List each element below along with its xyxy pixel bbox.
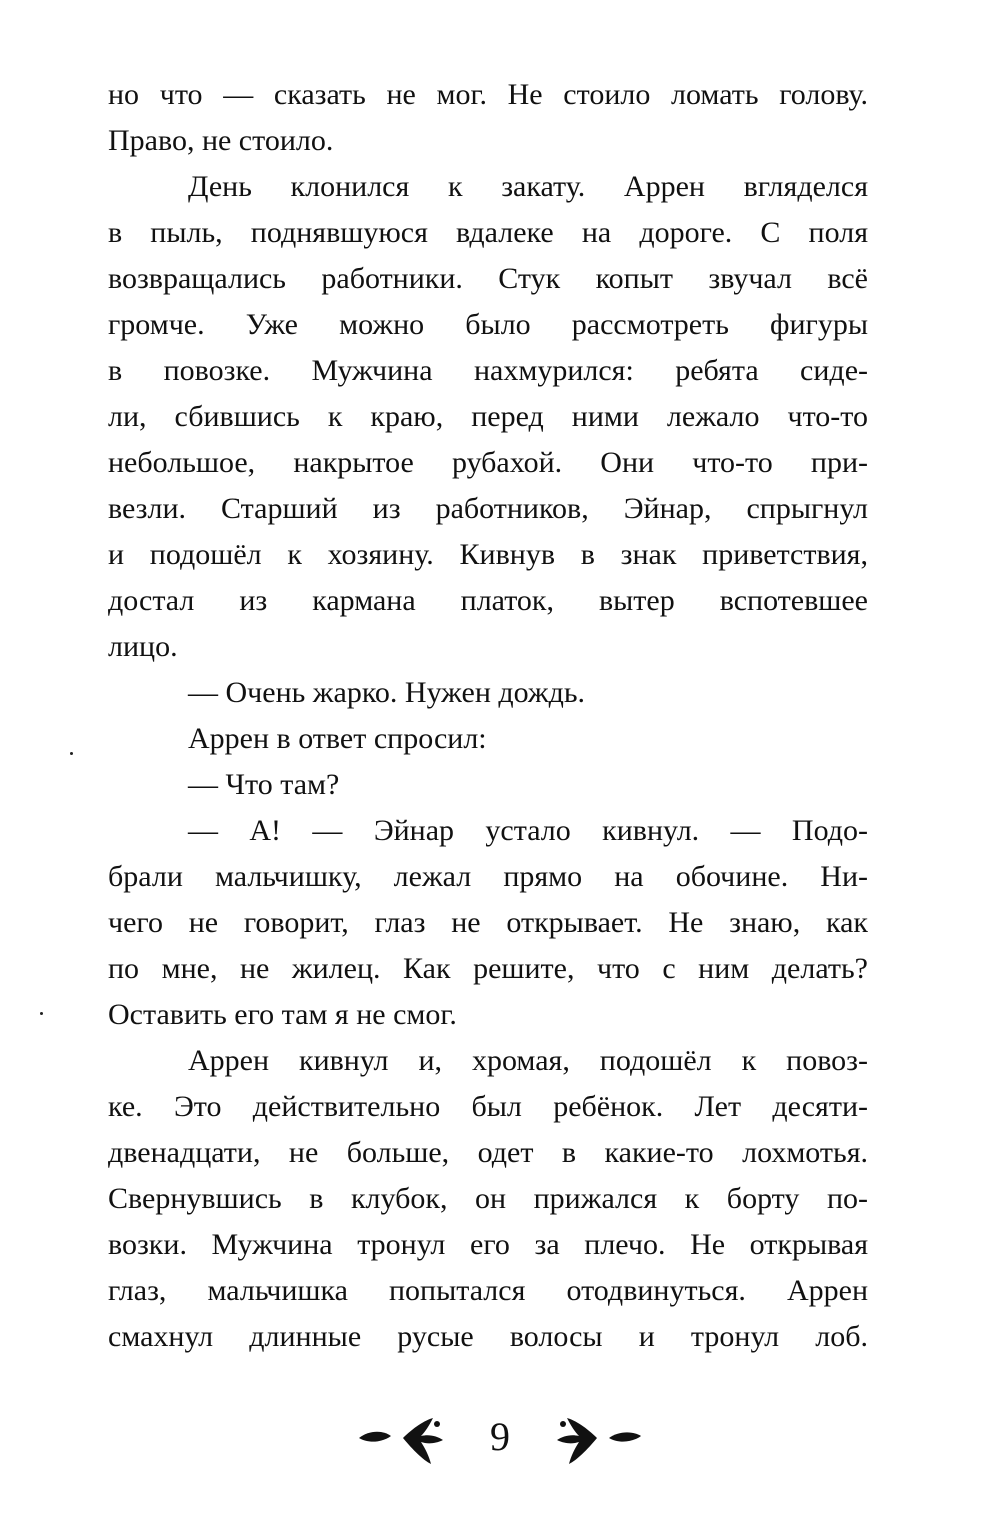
- page-number: 9: [490, 1414, 510, 1459]
- text-line: небольшое, накрытое рубахой. Они что-то при-: [108, 446, 868, 479]
- paragraph: [108, 72, 868, 164]
- text-line: чего не говорит, глаз не открывает. Не знаю, как: [108, 906, 868, 939]
- text-line: брали мальчишку, лежал прямо на обочине. Ни-: [108, 860, 868, 893]
- text-line: — А! — Эйнар устало кивнул. — Подо-: [188, 814, 868, 847]
- text-body: [108, 72, 868, 1360]
- text-line: ли, сбившись к краю, перед ними лежало что-то: [108, 400, 868, 433]
- text-line: возвращались работники. Стук копыт звучал всё: [108, 262, 868, 295]
- text-line: ке. Это действительно был ребёнок. Лет десяти-: [108, 1090, 868, 1123]
- text-line: и подошёл к хозяину. Кивнув в знак приветствия,: [108, 538, 868, 571]
- text-line: День клонился к закату. Аррен вгляделся: [188, 170, 868, 203]
- text-line: — Очень жарко. Нужен дождь.: [188, 676, 586, 709]
- text-line: Аррен в ответ спросил:: [188, 722, 487, 755]
- paragraph: [108, 164, 868, 670]
- text-line: Аррен кивнул и, хромая, подошёл к повоз-: [188, 1044, 868, 1077]
- text-line: но что — сказать не мог. Не стоило ломать голову.: [108, 78, 868, 111]
- text-line: Право, не стоило.: [108, 124, 334, 157]
- text-line: Оставить его там я не смог.: [108, 998, 457, 1031]
- text-line: в повозке. Мужчина нахмурился: ребята сиде-: [108, 354, 868, 387]
- text-line: громче. Уже можно было рассмотреть фигуры: [108, 308, 868, 341]
- scan-speck: [40, 1012, 43, 1015]
- paragraph: [108, 808, 868, 1038]
- text-line: возки. Мужчина тронул его за плечо. Не открывая: [108, 1228, 868, 1261]
- text-line: глаз, мальчишка попытался отодвинуться. Аррен: [108, 1274, 868, 1307]
- text-line: достал из кармана платок, вытер вспотевшее: [108, 584, 868, 617]
- text-line: по мне, не жилец. Как решите, что с ним делать?: [108, 952, 868, 985]
- paragraph: [108, 1038, 868, 1360]
- page-footer: [355, 1410, 645, 1470]
- text-line: в пыль, поднявшуюся вдалеке на дороге. С поля: [108, 216, 868, 249]
- text-line: двенадцати, не больше, одет в какие-то лохмотья.: [108, 1136, 868, 1169]
- text-line: смахнул длинные русые волосы и тронул лоб.: [108, 1320, 868, 1353]
- paragraph: [108, 670, 868, 716]
- scan-speck: [70, 752, 73, 755]
- text-line: Свернувшись в клубок, он прижался к борту по-: [108, 1182, 868, 1215]
- text-line: везли. Старший из работников, Эйнар, спрыгнул: [108, 492, 868, 525]
- text-line: — Что там?: [188, 768, 340, 801]
- text-line: лицо.: [108, 630, 178, 663]
- paragraph: [108, 716, 868, 762]
- paragraph: [108, 762, 868, 808]
